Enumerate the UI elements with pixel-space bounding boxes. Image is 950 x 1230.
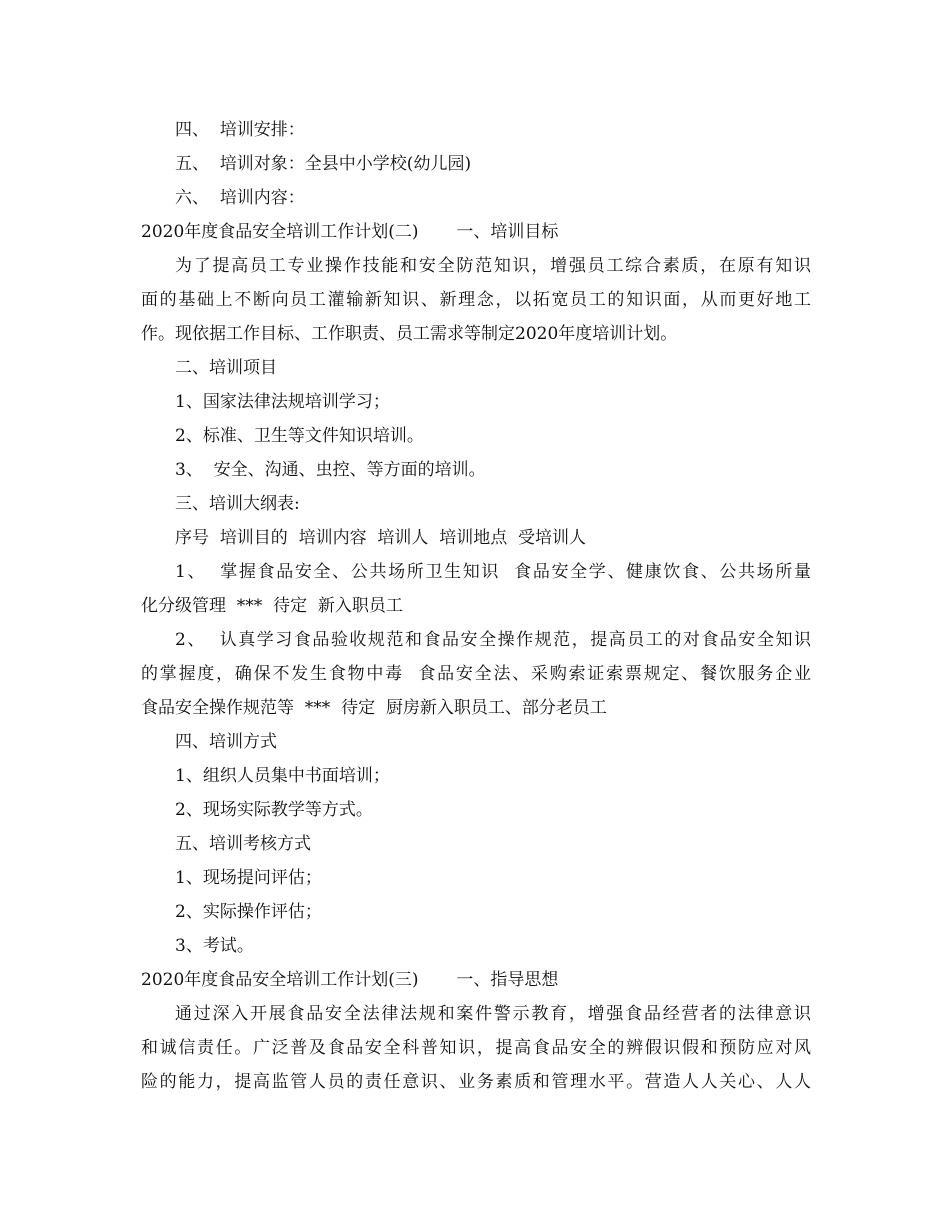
outline-row-1: 1、 掌握食品安全、公共场所卫生知识 食品安全学、健康饮食、公共场所量	[175, 562, 811, 582]
list-item: 1、现场提问评估；	[175, 868, 322, 888]
list-item: 3、考试。	[175, 936, 254, 956]
paragraph-line: 为了提高员工专业操作技能和安全防范知识，增强员工综合素质，在原有知识	[175, 256, 811, 276]
list-item: 1、组织人员集中书面培训；	[175, 766, 390, 786]
text-line-audience: 五、 培训对象：全县中小学校(幼儿园)	[175, 154, 472, 174]
outline-row-2-cont: 的掌握度，确保不发生食物中毒 食品安全法、采购索证索票规定、餐饮服务企业	[141, 664, 811, 684]
paragraph-line: 和诚信责任。广泛普及食品安全科普知识，提高食品安全的辨假识假和预防应对风	[141, 1038, 811, 1058]
paragraph-line: 面的基础上不断向员工灌输新知识、新理念，以拓宽员工的知识面，从而更好地工	[141, 290, 811, 310]
text-line-heading: 五、培训考核方式	[175, 834, 311, 854]
section-heading-plan-2: 2020年度食品安全培训工作计划(二) 一、培训目标	[141, 222, 559, 242]
text-line-content: 六、 培训内容：	[175, 188, 305, 208]
outline-row-2: 2、 认真学习食品验收规范和食品安全操作规范，提高员工的对食品安全知识	[175, 630, 811, 650]
list-item: 2、标准、卫生等文件知识培训。	[175, 426, 424, 446]
section-heading-plan-3: 2020年度食品安全培训工作计划(三) 一、指导思想	[141, 970, 559, 990]
paragraph-line: 作。现依据工作目标、工作职责、员工需求等制定2020年度培训计划。	[141, 324, 678, 344]
outline-row-2-cont: 食品安全操作规范等 *** 待定 厨房新入职员工、部分老员工	[141, 698, 607, 718]
outline-row-1-cont: 化分级管理 *** 待定 新入职员工	[141, 596, 403, 616]
text-line-arrangement: 四、 培训安排：	[175, 120, 305, 140]
text-line-heading: 三、培训大纲表:	[175, 494, 300, 514]
paragraph-line: 通过深入开展食品安全法律法规和案件警示教育，增强食品经营者的法律意识	[175, 1004, 811, 1024]
text-line-heading: 四、培训方式	[175, 732, 277, 752]
paragraph-line: 险的能力，提高监管人员的责任意识、业务素质和管理水平。营造人人关心、人人	[141, 1072, 811, 1092]
list-item: 1、国家法律法规培训学习；	[175, 392, 390, 412]
outline-table-header: 序号 培训目的 培训内容 培训人 培训地点 受培训人	[175, 528, 587, 548]
text-line-heading: 二、培训项目	[175, 358, 277, 378]
list-item: 2、现场实际教学等方式。	[175, 800, 373, 820]
list-item: 2、实际操作评估；	[175, 902, 322, 922]
list-item: 3、 安全、沟通、虫控、等方面的培训。	[175, 460, 486, 480]
